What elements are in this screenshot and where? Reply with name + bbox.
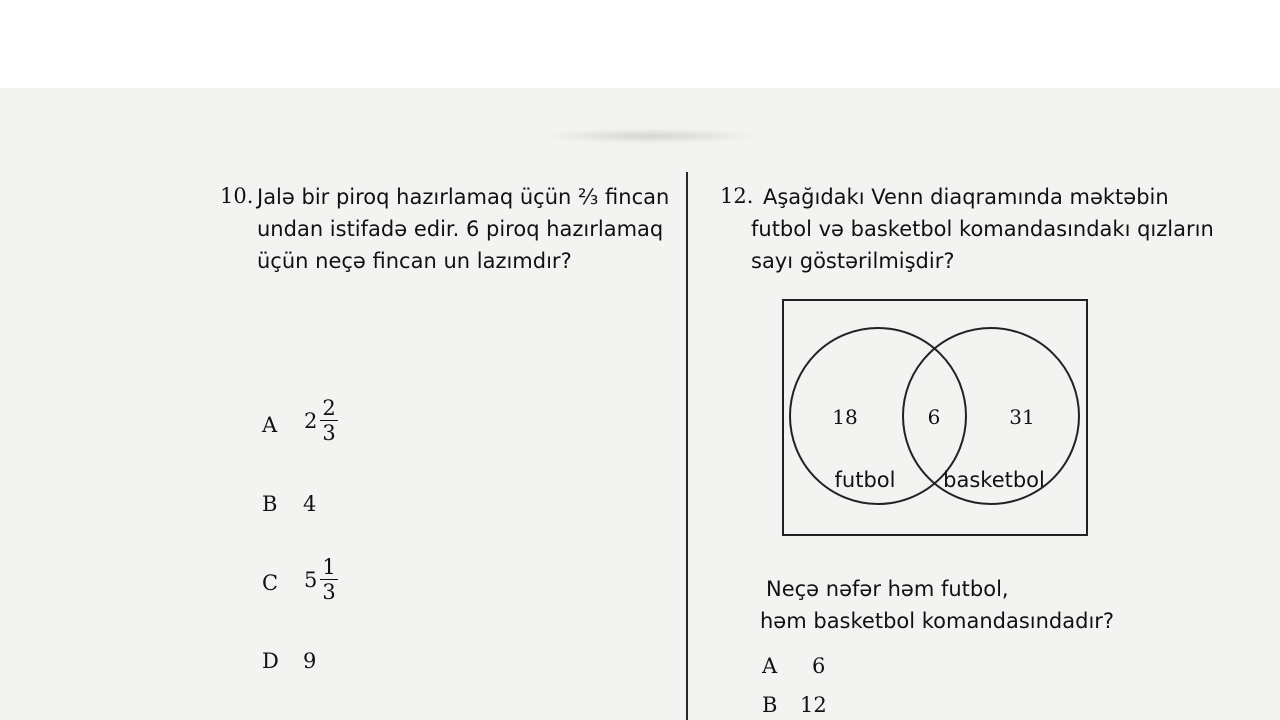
question-10-line: Jalə bir piroq hazırlamaq üçün ⅔ fincan — [257, 185, 670, 209]
top-white-band — [0, 0, 1280, 88]
option-letter: B — [262, 492, 278, 516]
option-letter: C — [262, 571, 279, 595]
question-10-number: 10. — [220, 184, 254, 208]
question-12-text — [751, 181, 1214, 277]
venn-diagram — [782, 299, 1088, 537]
option-letter: B — [762, 693, 778, 717]
venn-count-only-basketbol: 31 — [1009, 405, 1035, 429]
subquestion-line: Neçə nəfər həm futbol, — [766, 577, 1009, 601]
question-12-number: 12. — [720, 184, 754, 208]
option-letter: A — [762, 654, 778, 678]
option-letter: D — [262, 649, 279, 673]
fraction-whole: 2 — [304, 408, 318, 433]
venn-label-futbol: futbol — [834, 468, 896, 492]
option-value: 9 — [303, 649, 317, 673]
fraction-numerator: 2 — [322, 396, 336, 420]
fraction-whole: 5 — [304, 567, 318, 592]
fraction-denominator: 3 — [322, 421, 336, 445]
scan-smudge — [540, 128, 760, 144]
question-10-text — [257, 181, 669, 277]
option-value: 4 — [303, 492, 317, 516]
venn-count-only-futbol: 18 — [832, 405, 858, 429]
venn-count-both: 6 — [927, 405, 941, 429]
option-value: 12 — [800, 693, 827, 717]
question-12-line: futbol və basketbol komandasındakı qızların — [751, 217, 1214, 241]
question-12-subquestion — [760, 573, 1114, 637]
subquestion-line: həm basketbol komandasındadır? — [760, 609, 1115, 633]
fraction-denominator: 3 — [322, 580, 336, 604]
venn-label-basketbol: basketbol — [943, 468, 1045, 492]
fraction-numerator: 1 — [322, 555, 336, 579]
option-value-mixed-fraction — [304, 396, 338, 445]
question-10-line: undan istifadə edir. 6 piroq hazırlamaq — [257, 217, 664, 241]
option-letter: A — [262, 413, 278, 437]
option-value-mixed-fraction — [304, 555, 338, 604]
question-12-line: sayı göstərilmişdir? — [751, 249, 955, 273]
question-12-line: Aşağıdakı Venn diaqramında məktəbin — [763, 185, 1169, 209]
column-divider — [686, 172, 688, 720]
question-10-line: üçün neçə fincan un lazımdır? — [257, 249, 572, 273]
option-value: 6 — [812, 654, 826, 678]
